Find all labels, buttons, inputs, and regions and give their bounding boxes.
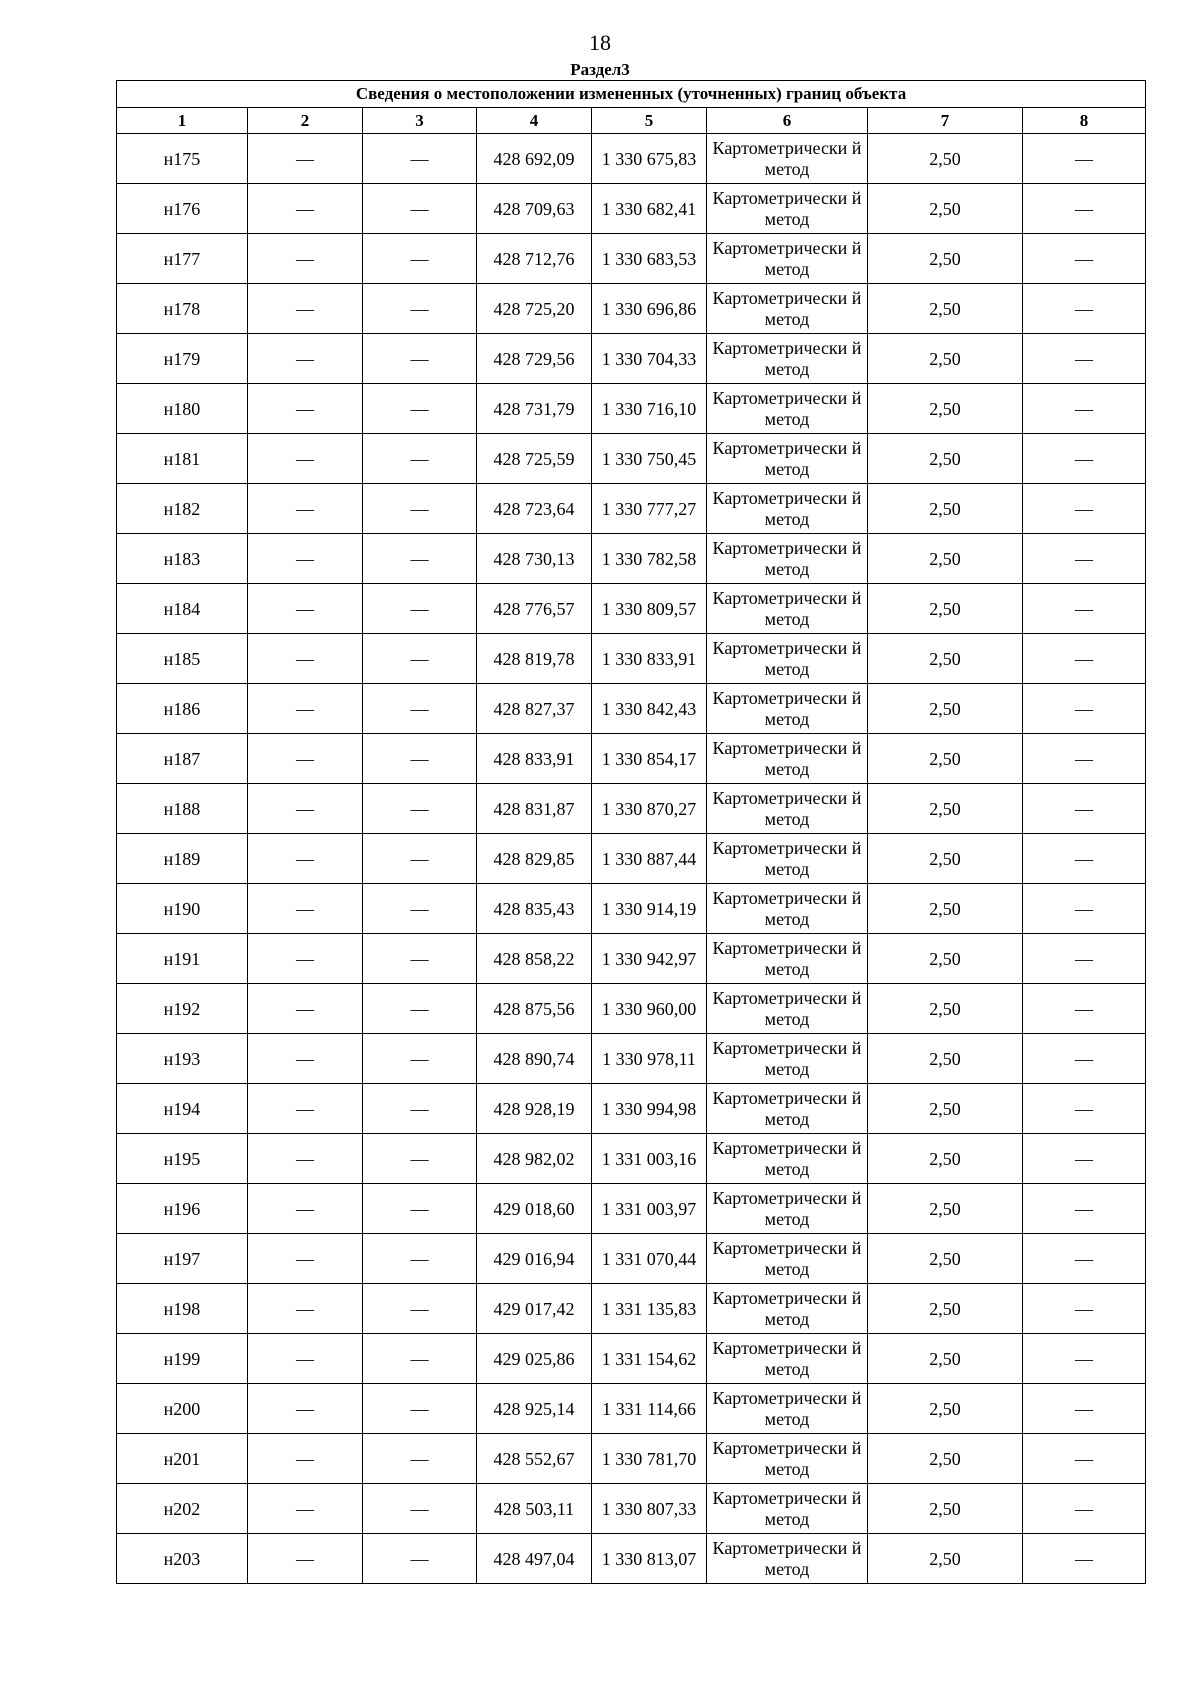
column-3-cell: —: [363, 884, 477, 934]
y-coordinate-cell: 1 331 003,16: [592, 1134, 707, 1184]
method-cell: Картометрически й метод: [707, 734, 868, 784]
y-coordinate-cell: 1 330 854,17: [592, 734, 707, 784]
precision-cell: 2,50: [868, 284, 1023, 334]
precision-cell: 2,50: [868, 334, 1023, 384]
point-number-cell: н182: [117, 484, 248, 534]
table-row: [117, 634, 1146, 684]
precision-cell: 2,50: [868, 184, 1023, 234]
x-coordinate-cell: 428 835,43: [477, 884, 592, 934]
column-3-cell: —: [363, 1484, 477, 1534]
column-2-cell: —: [248, 1034, 363, 1084]
precision-cell: 2,50: [868, 384, 1023, 434]
column-3-cell: —: [363, 184, 477, 234]
method-cell: Картометрически й метод: [707, 784, 868, 834]
y-coordinate-cell: 1 330 807,33: [592, 1484, 707, 1534]
point-number-cell: н191: [117, 934, 248, 984]
y-coordinate-cell: 1 330 870,27: [592, 784, 707, 834]
y-coordinate-cell: 1 330 942,97: [592, 934, 707, 984]
precision-cell: 2,50: [868, 1384, 1023, 1434]
column-3-cell: —: [363, 334, 477, 384]
method-cell: Картометрически й метод: [707, 534, 868, 584]
x-coordinate-cell: 428 730,13: [477, 534, 592, 584]
column-3-cell: —: [363, 784, 477, 834]
table-row: [117, 384, 1146, 434]
method-cell: Картометрически й метод: [707, 284, 868, 334]
column-3-cell: —: [363, 284, 477, 334]
point-number-cell: н188: [117, 784, 248, 834]
precision-cell: 2,50: [868, 1184, 1023, 1234]
column-3-cell: —: [363, 1084, 477, 1134]
method-cell: Картометрически й метод: [707, 184, 868, 234]
y-coordinate-cell: 1 330 781,70: [592, 1434, 707, 1484]
column-2-cell: —: [248, 1534, 363, 1584]
column-2-cell: —: [248, 1434, 363, 1484]
table-row: [117, 784, 1146, 834]
precision-cell: 2,50: [868, 1434, 1023, 1484]
column-8-cell: —: [1023, 784, 1146, 834]
precision-cell: 2,50: [868, 1034, 1023, 1084]
point-number-cell: н189: [117, 834, 248, 884]
method-cell: Картометрически й метод: [707, 1084, 868, 1134]
method-cell: Картометрически й метод: [707, 384, 868, 434]
table-row: [117, 484, 1146, 534]
method-cell: Картометрически й метод: [707, 1484, 868, 1534]
method-cell: Картометрически й метод: [707, 1334, 868, 1384]
point-number-cell: н183: [117, 534, 248, 584]
x-coordinate-cell: 428 776,57: [477, 584, 592, 634]
point-number-cell: н175: [117, 134, 248, 184]
column-8-cell: —: [1023, 484, 1146, 534]
precision-cell: 2,50: [868, 634, 1023, 684]
column-3-cell: —: [363, 1284, 477, 1334]
section-title: Раздел3: [570, 60, 630, 79]
column-2-cell: —: [248, 1134, 363, 1184]
y-coordinate-cell: 1 330 675,83: [592, 134, 707, 184]
precision-cell: 2,50: [868, 1484, 1023, 1534]
column-number-2: 2: [248, 108, 363, 134]
precision-cell: 2,50: [868, 934, 1023, 984]
column-2-cell: —: [248, 1084, 363, 1134]
table-row: [117, 1284, 1146, 1334]
table-row: [117, 434, 1146, 484]
column-3-cell: —: [363, 384, 477, 434]
column-3-cell: —: [363, 484, 477, 534]
x-coordinate-cell: 428 552,67: [477, 1434, 592, 1484]
point-number-cell: н198: [117, 1284, 248, 1334]
column-8-cell: —: [1023, 234, 1146, 284]
column-3-cell: —: [363, 734, 477, 784]
x-coordinate-cell: 428 831,87: [477, 784, 592, 834]
y-coordinate-cell: 1 331 003,97: [592, 1184, 707, 1234]
point-number-cell: н180: [117, 384, 248, 434]
column-3-cell: —: [363, 234, 477, 284]
column-2-cell: —: [248, 134, 363, 184]
method-cell: Картометрически й метод: [707, 934, 868, 984]
y-coordinate-cell: 1 330 978,11: [592, 1034, 707, 1084]
method-cell: Картометрически й метод: [707, 1134, 868, 1184]
column-3-cell: —: [363, 1234, 477, 1284]
table-row: [117, 834, 1146, 884]
precision-cell: 2,50: [868, 234, 1023, 284]
x-coordinate-cell: 428 725,20: [477, 284, 592, 334]
table-row: [117, 1384, 1146, 1434]
point-number-cell: н176: [117, 184, 248, 234]
y-coordinate-cell: 1 331 154,62: [592, 1334, 707, 1384]
column-2-cell: —: [248, 1284, 363, 1334]
y-coordinate-cell: 1 330 716,10: [592, 384, 707, 434]
method-cell: Картометрически й метод: [707, 1034, 868, 1084]
column-8-cell: —: [1023, 1434, 1146, 1484]
method-cell: Картометрически й метод: [707, 234, 868, 284]
coordinates-table: [116, 80, 1146, 1584]
column-3-cell: —: [363, 934, 477, 984]
point-number-cell: н181: [117, 434, 248, 484]
column-3-cell: —: [363, 1434, 477, 1484]
column-8-cell: —: [1023, 1334, 1146, 1384]
column-2-cell: —: [248, 1234, 363, 1284]
x-coordinate-cell: 428 712,76: [477, 234, 592, 284]
column-2-cell: —: [248, 1334, 363, 1384]
column-2-cell: —: [248, 334, 363, 384]
column-3-cell: —: [363, 684, 477, 734]
column-8-cell: —: [1023, 1484, 1146, 1534]
x-coordinate-cell: 428 729,56: [477, 334, 592, 384]
precision-cell: 2,50: [868, 1534, 1023, 1584]
column-8-cell: —: [1023, 1184, 1146, 1234]
column-3-cell: —: [363, 434, 477, 484]
column-3-cell: —: [363, 1384, 477, 1434]
column-8-cell: —: [1023, 734, 1146, 784]
x-coordinate-cell: 428 858,22: [477, 934, 592, 984]
column-8-cell: —: [1023, 384, 1146, 434]
table-row: [117, 1534, 1146, 1584]
column-8-cell: —: [1023, 1084, 1146, 1134]
x-coordinate-cell: 428 709,63: [477, 184, 592, 234]
x-coordinate-cell: 428 725,59: [477, 434, 592, 484]
column-2-cell: —: [248, 284, 363, 334]
point-number-cell: н184: [117, 584, 248, 634]
y-coordinate-cell: 1 330 704,33: [592, 334, 707, 384]
method-cell: Картометрически й метод: [707, 1434, 868, 1484]
column-2-cell: —: [248, 234, 363, 284]
column-3-cell: —: [363, 1034, 477, 1084]
column-8-cell: —: [1023, 1384, 1146, 1434]
table-caption: Сведения о местоположении измененных (уточненных) границ объекта: [117, 81, 1146, 108]
column-3-cell: —: [363, 134, 477, 184]
precision-cell: 2,50: [868, 734, 1023, 784]
table-row: [117, 1034, 1146, 1084]
method-cell: Картометрически й метод: [707, 1184, 868, 1234]
precision-cell: 2,50: [868, 434, 1023, 484]
column-8-cell: —: [1023, 1134, 1146, 1184]
table-row: [117, 1084, 1146, 1134]
table-body: [117, 134, 1146, 1584]
y-coordinate-cell: 1 330 960,00: [592, 984, 707, 1034]
table-row: [117, 284, 1146, 334]
column-2-cell: —: [248, 834, 363, 884]
point-number-cell: н179: [117, 334, 248, 384]
method-cell: Картометрически й метод: [707, 634, 868, 684]
point-number-cell: н203: [117, 1534, 248, 1584]
precision-cell: 2,50: [868, 584, 1023, 634]
precision-cell: 2,50: [868, 984, 1023, 1034]
method-cell: Картометрически й метод: [707, 484, 868, 534]
method-cell: Картометрически й метод: [707, 1234, 868, 1284]
column-8-cell: —: [1023, 184, 1146, 234]
table-row: [117, 884, 1146, 934]
y-coordinate-cell: 1 330 682,41: [592, 184, 707, 234]
column-2-cell: —: [248, 684, 363, 734]
column-8-cell: —: [1023, 1234, 1146, 1284]
y-coordinate-cell: 1 330 809,57: [592, 584, 707, 634]
table-row: [117, 1334, 1146, 1384]
y-coordinate-cell: 1 330 887,44: [592, 834, 707, 884]
x-coordinate-cell: 428 731,79: [477, 384, 592, 434]
column-3-cell: —: [363, 984, 477, 1034]
column-2-cell: —: [248, 634, 363, 684]
y-coordinate-cell: 1 331 070,44: [592, 1234, 707, 1284]
table-row: [117, 234, 1146, 284]
y-coordinate-cell: 1 330 842,43: [592, 684, 707, 734]
table-row: [117, 334, 1146, 384]
column-8-cell: —: [1023, 884, 1146, 934]
table-row: [117, 1434, 1146, 1484]
table-row: [117, 734, 1146, 784]
column-3-cell: —: [363, 834, 477, 884]
x-coordinate-cell: 428 875,56: [477, 984, 592, 1034]
method-cell: Картометрически й метод: [707, 134, 868, 184]
column-8-cell: —: [1023, 984, 1146, 1034]
column-8-cell: —: [1023, 134, 1146, 184]
precision-cell: 2,50: [868, 834, 1023, 884]
y-coordinate-cell: 1 330 994,98: [592, 1084, 707, 1134]
point-number-cell: н185: [117, 634, 248, 684]
x-coordinate-cell: 429 025,86: [477, 1334, 592, 1384]
column-3-cell: —: [363, 1534, 477, 1584]
method-cell: Картометрически й метод: [707, 1284, 868, 1334]
column-8-cell: —: [1023, 534, 1146, 584]
x-coordinate-cell: 428 928,19: [477, 1084, 592, 1134]
column-2-cell: —: [248, 1184, 363, 1234]
precision-cell: 2,50: [868, 484, 1023, 534]
y-coordinate-cell: 1 330 750,45: [592, 434, 707, 484]
x-coordinate-cell: 429 016,94: [477, 1234, 592, 1284]
method-cell: Картометрически й метод: [707, 1534, 868, 1584]
column-2-cell: —: [248, 484, 363, 534]
y-coordinate-cell: 1 330 813,07: [592, 1534, 707, 1584]
column-number-5: 5: [592, 108, 707, 134]
column-2-cell: —: [248, 884, 363, 934]
point-number-cell: н200: [117, 1384, 248, 1434]
point-number-cell: н193: [117, 1034, 248, 1084]
x-coordinate-cell: 428 925,14: [477, 1384, 592, 1434]
precision-cell: 2,50: [868, 784, 1023, 834]
point-number-cell: н197: [117, 1234, 248, 1284]
x-coordinate-cell: 428 497,04: [477, 1534, 592, 1584]
table-row: [117, 984, 1146, 1034]
column-3-cell: —: [363, 1184, 477, 1234]
precision-cell: 2,50: [868, 534, 1023, 584]
method-cell: Картометрически й метод: [707, 884, 868, 934]
point-number-cell: н186: [117, 684, 248, 734]
y-coordinate-cell: 1 330 833,91: [592, 634, 707, 684]
x-coordinate-cell: 428 833,91: [477, 734, 592, 784]
column-8-cell: —: [1023, 1034, 1146, 1084]
y-coordinate-cell: 1 330 782,58: [592, 534, 707, 584]
table-row: [117, 1234, 1146, 1284]
precision-cell: 2,50: [868, 1234, 1023, 1284]
y-coordinate-cell: 1 330 914,19: [592, 884, 707, 934]
point-number-cell: н196: [117, 1184, 248, 1234]
precision-cell: 2,50: [868, 134, 1023, 184]
column-8-cell: —: [1023, 584, 1146, 634]
table-row: [117, 684, 1146, 734]
x-coordinate-cell: 428 503,11: [477, 1484, 592, 1534]
column-8-cell: —: [1023, 684, 1146, 734]
x-coordinate-cell: 429 017,42: [477, 1284, 592, 1334]
y-coordinate-cell: 1 330 696,86: [592, 284, 707, 334]
point-number-cell: н178: [117, 284, 248, 334]
method-cell: Картометрически й метод: [707, 584, 868, 634]
column-2-cell: —: [248, 934, 363, 984]
column-2-cell: —: [248, 184, 363, 234]
column-2-cell: —: [248, 534, 363, 584]
column-number-4: 4: [477, 108, 592, 134]
precision-cell: 2,50: [868, 884, 1023, 934]
point-number-cell: н190: [117, 884, 248, 934]
column-2-cell: —: [248, 584, 363, 634]
x-coordinate-cell: 428 829,85: [477, 834, 592, 884]
method-cell: Картометрически й метод: [707, 334, 868, 384]
method-cell: Картометрически й метод: [707, 684, 868, 734]
table-row: [117, 134, 1146, 184]
column-2-cell: —: [248, 1384, 363, 1434]
column-number-row: [117, 108, 1146, 134]
page-number: 18: [589, 30, 611, 55]
precision-cell: 2,50: [868, 1084, 1023, 1134]
y-coordinate-cell: 1 330 777,27: [592, 484, 707, 534]
y-coordinate-cell: 1 330 683,53: [592, 234, 707, 284]
column-2-cell: —: [248, 434, 363, 484]
y-coordinate-cell: 1 331 114,66: [592, 1384, 707, 1434]
column-8-cell: —: [1023, 634, 1146, 684]
precision-cell: 2,50: [868, 1284, 1023, 1334]
column-8-cell: —: [1023, 284, 1146, 334]
x-coordinate-cell: 428 827,37: [477, 684, 592, 734]
column-8-cell: —: [1023, 1284, 1146, 1334]
table-row: [117, 534, 1146, 584]
column-3-cell: —: [363, 634, 477, 684]
column-2-cell: —: [248, 984, 363, 1034]
x-coordinate-cell: 428 982,02: [477, 1134, 592, 1184]
point-number-cell: н187: [117, 734, 248, 784]
x-coordinate-cell: 428 890,74: [477, 1034, 592, 1084]
x-coordinate-cell: 428 723,64: [477, 484, 592, 534]
column-3-cell: —: [363, 584, 477, 634]
table-row: [117, 184, 1146, 234]
column-8-cell: —: [1023, 334, 1146, 384]
column-number-3: 3: [363, 108, 477, 134]
column-2-cell: —: [248, 734, 363, 784]
column-8-cell: —: [1023, 434, 1146, 484]
method-cell: Картометрически й метод: [707, 984, 868, 1034]
point-number-cell: н192: [117, 984, 248, 1034]
column-8-cell: —: [1023, 834, 1146, 884]
precision-cell: 2,50: [868, 1334, 1023, 1384]
column-number-1: 1: [117, 108, 248, 134]
y-coordinate-cell: 1 331 135,83: [592, 1284, 707, 1334]
precision-cell: 2,50: [868, 684, 1023, 734]
column-3-cell: —: [363, 534, 477, 584]
table-row: [117, 1134, 1146, 1184]
column-3-cell: —: [363, 1334, 477, 1384]
point-number-cell: н202: [117, 1484, 248, 1534]
column-2-cell: —: [248, 784, 363, 834]
point-number-cell: н195: [117, 1134, 248, 1184]
point-number-cell: н194: [117, 1084, 248, 1134]
column-number-6: 6: [707, 108, 868, 134]
precision-cell: 2,50: [868, 1134, 1023, 1184]
column-3-cell: —: [363, 1134, 477, 1184]
table-row: [117, 934, 1146, 984]
column-8-cell: —: [1023, 934, 1146, 984]
column-number-7: 7: [868, 108, 1023, 134]
table-row: [117, 584, 1146, 634]
method-cell: Картометрически й метод: [707, 434, 868, 484]
column-number-8: 8: [1023, 108, 1146, 134]
point-number-cell: н201: [117, 1434, 248, 1484]
column-2-cell: —: [248, 384, 363, 434]
point-number-cell: н177: [117, 234, 248, 284]
x-coordinate-cell: 429 018,60: [477, 1184, 592, 1234]
x-coordinate-cell: 428 692,09: [477, 134, 592, 184]
table-row: [117, 1184, 1146, 1234]
x-coordinate-cell: 428 819,78: [477, 634, 592, 684]
method-cell: Картометрически й метод: [707, 1384, 868, 1434]
column-2-cell: —: [248, 1484, 363, 1534]
column-8-cell: —: [1023, 1534, 1146, 1584]
table-row: [117, 1484, 1146, 1534]
method-cell: Картометрически й метод: [707, 834, 868, 884]
point-number-cell: н199: [117, 1334, 248, 1384]
